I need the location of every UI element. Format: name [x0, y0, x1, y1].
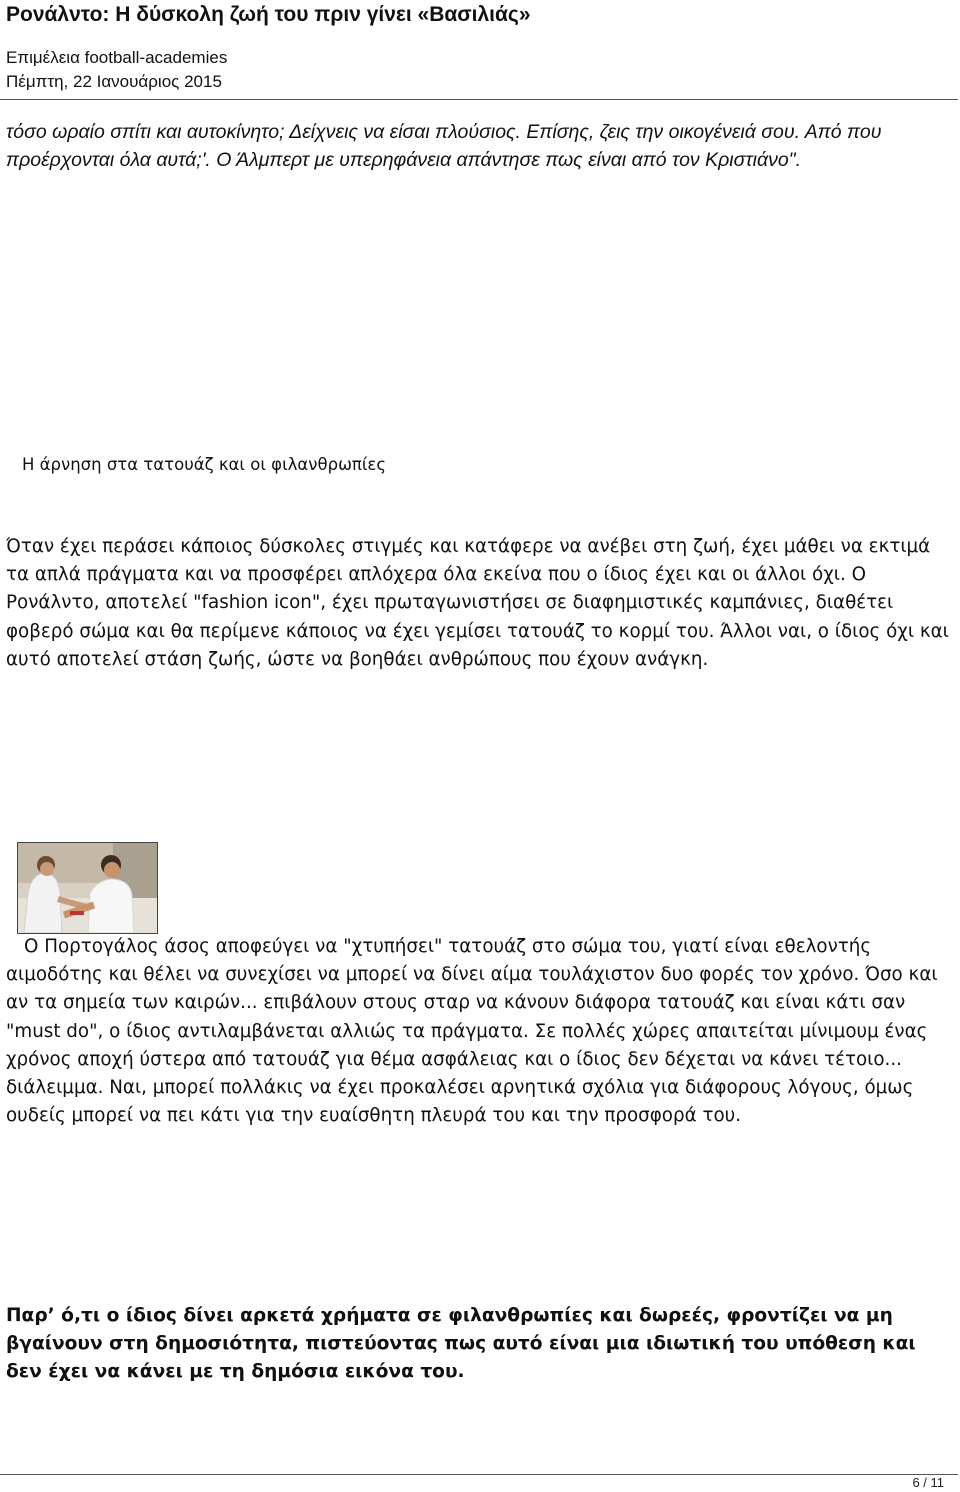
photo-illustration	[18, 843, 157, 933]
body-paragraph-1: Όταν έχει περάσει κάποιος δύσκολες στιγμές και κατάφερε να ανέβει στη ζωή, έχει μάθει να εκτιμά τα απλά πράγματα και να προσφέρει απλόχερα όλα εκείνα που ο ίδιος έχει και οι άλλοι όχι. Ο Ρονάλντο, αποτελεί "fashion icon", έχει πρωταγωνιστήσει σε διαφημιστικές καμπάνιες, διαθέτει φοβερό σώμα και θα περίμενε κάποιος να έχει γεμίσει τατουάζ το κορμί του. Άλλοι ναι, ο ίδιος όχι και αυτό αποτελεί στάση ζωής, ώστε να βοηθάει ανθρώπους που έχουν ανάγκη.	[6, 536, 949, 670]
blood-donation-photo	[17, 842, 158, 934]
article-title: Ρονάλντο: Η δύσκολη ζωή του πριν γίνει «Βασιλιάς»	[6, 3, 531, 26]
section-subheading: Η άρνηση στα τατουάζ και οι φιλανθρωπίες	[22, 455, 387, 474]
header-divider	[0, 99, 958, 100]
bold-paragraph: Παρ’ ό,τι ο ίδιος δίνει αρκετά χρήματα σε φιλανθρωπίες και δωρεές, φροντίζει να μη βγαίνουν στη δημοσιότητα, πιστεύοντας πως αυτό είναι μια ιδιωτική του υπόθεση και δεν έχει να κάνει με τη δημόσια εικόνα του.	[6, 1305, 916, 1382]
publish-date: Πέμπτη, 22 Ιανουάριος 2015	[6, 72, 222, 91]
italic-quote-paragraph: τόσο ωραίο σπίτι και αυτοκίνητο; Δείχνεις να είσαι πλούσιος. Επίσης, ζεις την οικογένειά σου. Από που προέρχονται όλα αυτά;'. Ο Άλμπερτ με υπερηφάνεια απάντησε πως είναι από τον Κριστιάνο".	[6, 121, 882, 171]
body-paragraph-2: Ο Πορτογάλος άσος αποφεύγει να "χτυπήσει" τατουάζ στο σώμα του, γιατί είναι εθελοντής αιμοδότης και θέλει να συνεχίσει να μπορεί να δίνει αίμα τουλάχιστον δυο φορές τον χρόνο. Όσο και αν τα σημεία των καιρών... επιβάλουν στους σταρ να κάνουν διάφορα τατουάζ και είναι κάτι σαν "must do", ο ίδιος αντιλαμβάνεται αλλιώς τα πράγματα. Σε πολλές χώρες απαιτείται μίνιμουμ ένας χρόνος αποχή ύστερα από τατουάζ για θέμα ασφάλειας και ο ίδιος δεν δέχεται να κάνει τέτοιο... διάλειμμα. Ναι, μπορεί πολλάκις να έχει προκαλέσει αρνητικά σχόλια για διάφορους λόγους, όμως ουδείς μπορεί να πει κάτι για την ευαίσθητη πλευρά του και την προσφορά του.	[6, 936, 938, 1127]
author-line: Επιμέλεια football-academies	[6, 48, 228, 67]
footer-divider	[0, 1474, 958, 1475]
page-number: 6 / 11	[912, 1475, 944, 1490]
